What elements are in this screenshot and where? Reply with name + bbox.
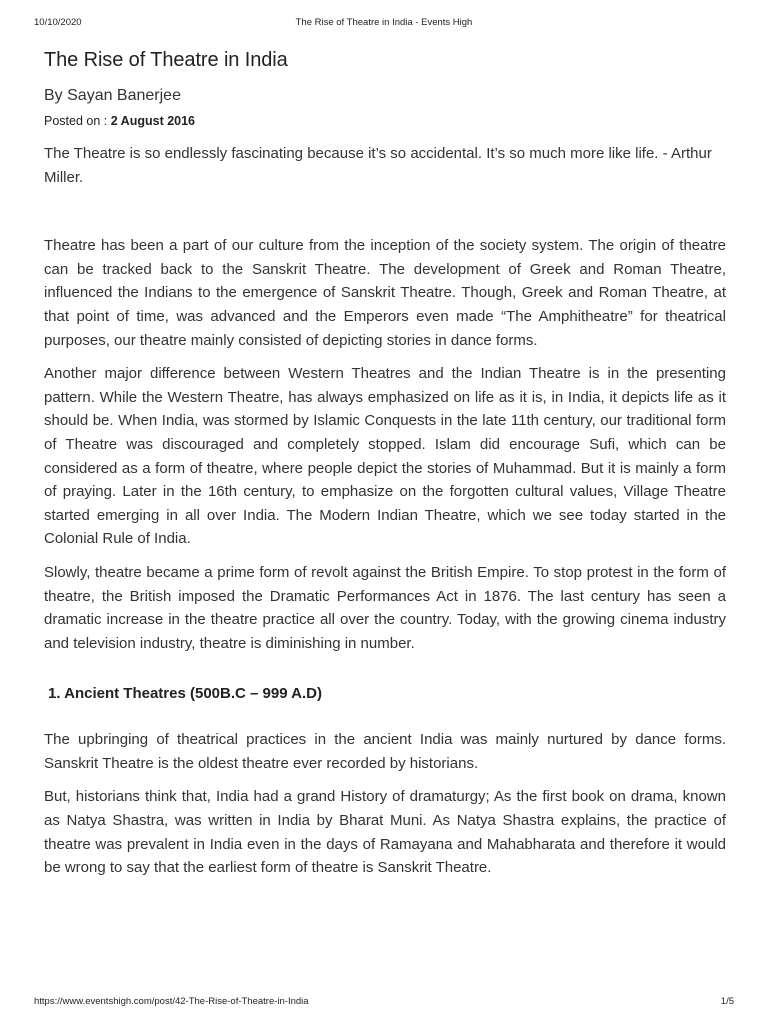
posted-label: Posted on :	[44, 114, 111, 128]
print-header	[34, 17, 734, 31]
section-paragraph: The upbringing of theatrical practices in the ancient India was mainly nurtured by dance forms. Sanskrit Theatre is the oldest theatre ever recorded by historians.	[44, 731, 726, 772]
article-author: By Sayan Banerjee	[44, 87, 181, 104]
page-number: 1/5	[720, 996, 734, 1007]
article-paragraph: Theatre has been a part of our culture from the inception of the society system. The origin of theatre can be tracked back to the Sanskrit Theatre. The development of Greek and Roman Theatre, influenced the Indians to the emergence of Sanskrit Theatre. Though, Greek and Roman Theatre, at that point of time, was advanced and the Emperors even made “The Amphitheatre” for theatrical purposes, our theatre mainly consisted of depicting stories in dance forms.	[44, 237, 726, 349]
article	[44, 44, 726, 880]
section-heading: 1. Ancient Theatres (500B.C – 999 A.D)	[48, 685, 322, 703]
section-paragraph: But, historians think that, India had a grand History of dramaturgy; As the first book on drama, known as Natya Shastra, was written in India by Bharat Muni. As Natya Shastra explains, the practice of theatre was prevalent in India even in the days of Ramayana and Mahabharata and therefore it would be wrong to say that the earliest form of theatre is Sanskrit Theatre.	[44, 788, 726, 877]
article-paragraph: Another major difference between Western Theatres and the Indian Theatre is in the presenting pattern. While the Western Theatre, has always emphasized on life as it is, in India, it depicts life as it should be. When India, was stormed by Islamic Conquests in the late 11th century, our traditional form of Theatre was discouraged and completely stopped. Islam did encourage Sufi, which can be considered as a form of theatre, where people depict the stories of Muhammad. But it is mainly a form of praying. Later in the 16th century, to emphasize on the forgotten cultural values, Village Theatre started emerging in all over India. The Modern Indian Theatre, which we see today started in the Colonial Rule of India.	[44, 365, 726, 548]
print-page-title: The Rise of Theatre in India - Events High	[295, 17, 473, 28]
print-date: 10/10/2020	[34, 17, 82, 28]
article-quote: The Theatre is so endlessly fascinating because it’s so accidental. It’s so much more like life. - Arthur Miller.	[44, 145, 712, 186]
posted-date: 2 August 2016	[110, 114, 196, 128]
article-paragraph: Slowly, theatre became a prime form of revolt against the British Empire. To stop protest in the form of theatre, the British imposed the Dramatic Performances Act in 1876. The last century has seen a dramatic increase in the theatre practice all over the country. Today, with the growing cinema industry and television industry, theatre is diminishing in number.	[44, 563, 726, 652]
page-url[interactable]: https://www.eventshigh.com/post/42-The-Rise-of-Theatre-in-India	[34, 996, 309, 1007]
print-footer	[34, 996, 734, 1010]
article-title: The Rise of Theatre in India	[44, 49, 288, 71]
posted-on	[44, 113, 726, 129]
